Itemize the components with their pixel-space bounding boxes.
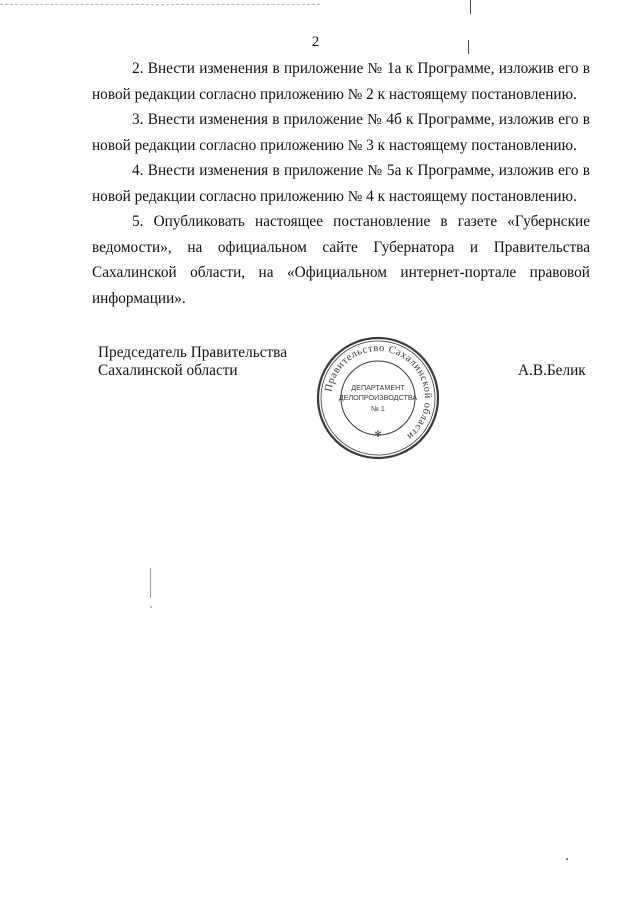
seal-inner-line-3: № 1: [371, 404, 385, 413]
signature-position-line-1: Председатель Правительства: [98, 344, 287, 361]
paragraph-3: 3. Внести изменения в приложение № 4б к Программе, изложив его в новой редакции согласно приложению № 3 к настоящему постановлению.: [92, 111, 590, 154]
scan-artifact-vertical-mark: [150, 568, 151, 598]
signature-position-line-2: Сахалинской области: [98, 362, 238, 379]
seal-outer-text: Правительство Сахалинской области: [323, 342, 434, 442]
signer-name: А.В.Белик: [518, 362, 586, 379]
scan-artifact-dot: [566, 858, 568, 860]
scan-artifact-dot: [150, 606, 152, 608]
page-number: 2: [311, 34, 320, 50]
seal-inner-line-1: ДЕПАРТАМЕНТ: [351, 383, 405, 392]
paragraph-4: 4. Внести изменения в приложение № 5а к Программе, изложив его в новой редакции согласно приложению № 4 к настоящему постановлению.: [92, 162, 590, 205]
scan-artifact-top-line: [0, 4, 320, 5]
seal-star-icon: ✻: [374, 430, 382, 440]
seal-inner-line-2: ДЕЛОПРОИЗВОДСТВА: [338, 393, 418, 402]
scan-artifact-vertical-mark: [470, 0, 471, 14]
document-body: [92, 56, 590, 311]
signature-position: [98, 344, 287, 380]
paragraph-5: 5. Опубликовать настоящее постановление в газете «Губернские ведомости», на официальном сайте Губернатора и Правительства Сахалинской области, на «Официальном интернет-портале правовой информации».: [92, 213, 590, 307]
paragraph-2: 2. Внести изменения в приложение № 1а к Программе, изложив его в новой редакции согласно приложению № 2 к настоящему постановлению.: [92, 60, 590, 103]
official-seal-stamp: [316, 336, 440, 460]
